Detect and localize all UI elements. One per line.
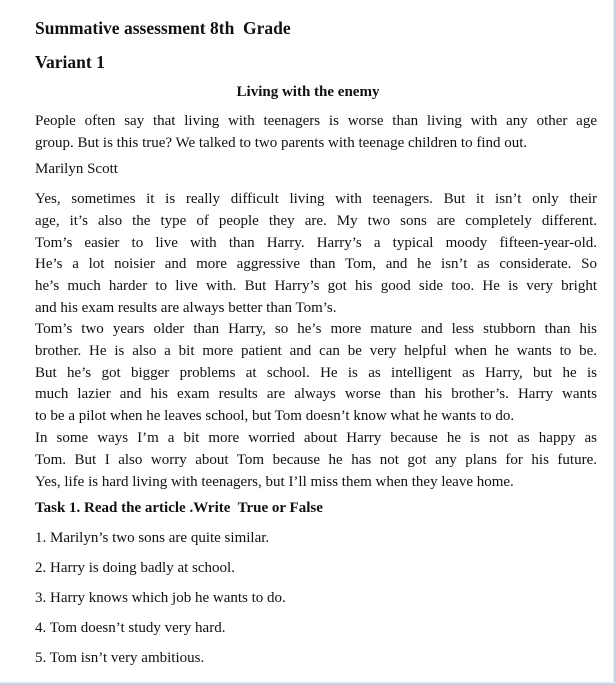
task-statement: 1. Marilyn’s two sons are quite similar.	[35, 530, 270, 546]
task-statement: 3. Harry knows which job he wants to do.	[35, 590, 286, 606]
paragraph-line: much lazier and his exam results are always worse than his brother’s. Harry wants	[35, 386, 597, 403]
task-statement: 4. Tom doesn’t study very hard.	[35, 620, 226, 636]
paragraph-line: Yes, sometimes it is really difficult living with teenagers. But it isn’t only their	[35, 191, 597, 207]
task-heading: Task 1. Read the article .Write True or False	[35, 500, 323, 516]
paragraph-line: In some ways I’m a bit more worried about Harry because he is not as happy as	[35, 430, 597, 446]
paragraph-2	[35, 319, 597, 428]
paragraph-1	[35, 189, 597, 320]
paragraph-3	[35, 428, 597, 493]
author-name: Marilyn Scott	[35, 161, 118, 177]
paragraph-line: Tom’s two years older than Harry, so he’s more mature and less stubborn than his	[35, 321, 597, 337]
paragraph-line: But he’s got bigger problems at school. He is as intelligent as Harry, but he is	[35, 364, 597, 381]
task-statement: 2. Harry is doing badly at school.	[35, 560, 235, 576]
paragraph-line: brother. He is also a bit more patient and can be very helpful when he wants to be.	[35, 342, 597, 359]
intro-line: People often say that living with teenagers is worse than living with any other age	[35, 113, 597, 129]
paragraph-line: Tom’s easier to live with than Harry. Harry’s a typical moody fifteen-year-old.	[35, 234, 597, 251]
article-title: Living with the enemy	[236, 84, 380, 100]
assessment-title: Summative assessment 8th Grade	[35, 18, 291, 38]
paragraph-line: age, it’s also the type of people they are. My two sons are completely different.	[35, 212, 597, 229]
intro-line: group. But is this true? We talked to two parents with teenage children to find out.	[35, 134, 528, 151]
variant-heading: Variant 1	[35, 52, 105, 72]
intro-paragraph	[35, 111, 597, 155]
paragraph-line: and his exam results are always better than Tom’s.	[35, 299, 337, 316]
paragraph-line: to be a pilot when he leaves school, but Tom doesn’t know what he wants to do.	[35, 408, 515, 425]
paragraph-line: Yes, life is hard living with teenagers, but I’ll miss them when they leave home.	[35, 473, 514, 490]
paragraph-line: he’s much harder to live with. But Harry’s got his good side too. He is very bright	[35, 278, 597, 295]
paragraph-line: Tom. But I also worry about Tom because he has not got any plans for his future.	[35, 451, 597, 468]
task-statement: 5. Tom isn’t very ambitious.	[35, 650, 205, 666]
paragraph-line: He’s a lot noisier and more aggressive than Tom, and he isn’t as considerate. So	[35, 256, 597, 273]
